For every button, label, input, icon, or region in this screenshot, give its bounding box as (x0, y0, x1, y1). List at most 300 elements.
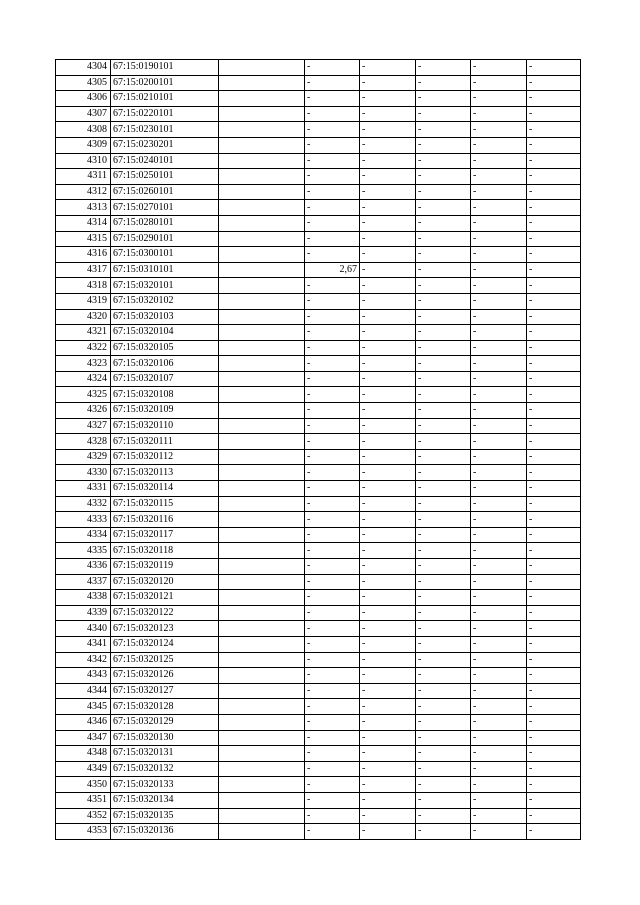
area-cell (219, 137, 305, 153)
value-cell-4: - (471, 137, 527, 153)
table-body (56, 60, 581, 840)
table-row (56, 559, 581, 575)
row-number: 4349 (56, 761, 111, 777)
value-cell-5: - (527, 215, 581, 231)
table-row (56, 371, 581, 387)
table-row (56, 75, 581, 91)
value-cell-4: - (471, 75, 527, 91)
area-cell (219, 512, 305, 528)
value-cell-5: - (527, 777, 581, 793)
value-cell-3: - (416, 512, 471, 528)
value-cell-1: - (305, 122, 360, 138)
value-cell-1: - (305, 683, 360, 699)
value-cell-5: - (527, 247, 581, 263)
value-cell-4: - (471, 387, 527, 403)
value-cell-3: - (416, 792, 471, 808)
cadastral-code: 67:15:0320121 (111, 590, 219, 606)
value-cell-4: - (471, 730, 527, 746)
value-cell-3: - (416, 137, 471, 153)
value-cell-3: - (416, 340, 471, 356)
value-cell-3: - (416, 574, 471, 590)
value-cell-3: - (416, 605, 471, 621)
area-cell (219, 481, 305, 497)
row-number: 4321 (56, 325, 111, 341)
value-cell-4: - (471, 824, 527, 840)
table-row (56, 761, 581, 777)
value-cell-4: - (471, 403, 527, 419)
value-cell-1: - (305, 824, 360, 840)
value-cell-2: - (360, 730, 416, 746)
value-cell-1: - (305, 169, 360, 185)
value-cell-2: - (360, 325, 416, 341)
table-row (56, 605, 581, 621)
cadastral-code: 67:15:0320119 (111, 559, 219, 575)
area-cell (219, 605, 305, 621)
value-cell-1: - (305, 746, 360, 762)
value-cell-5: - (527, 184, 581, 200)
value-cell-3: - (416, 247, 471, 263)
area-cell (219, 371, 305, 387)
value-cell-1: - (305, 231, 360, 247)
cadastral-code: 67:15:0230201 (111, 137, 219, 153)
table-row (56, 278, 581, 294)
value-cell-3: - (416, 215, 471, 231)
value-cell-2: - (360, 746, 416, 762)
value-cell-4: - (471, 683, 527, 699)
row-number: 4328 (56, 434, 111, 450)
value-cell-1: - (305, 496, 360, 512)
value-cell-5: - (527, 730, 581, 746)
value-cell-2: - (360, 75, 416, 91)
value-cell-2: - (360, 465, 416, 481)
value-cell-4: - (471, 325, 527, 341)
row-number: 4316 (56, 247, 111, 263)
value-cell-3: - (416, 590, 471, 606)
value-cell-3: - (416, 60, 471, 76)
cadastral-code: 67:15:0320132 (111, 761, 219, 777)
value-cell-3: - (416, 777, 471, 793)
value-cell-2: - (360, 262, 416, 278)
cadastral-code: 67:15:0320118 (111, 543, 219, 559)
value-cell-4: - (471, 215, 527, 231)
value-cell-3: - (416, 730, 471, 746)
table-row (56, 247, 581, 263)
value-cell-2: - (360, 418, 416, 434)
value-cell-3: - (416, 824, 471, 840)
value-cell-3: - (416, 761, 471, 777)
value-cell-4: - (471, 262, 527, 278)
value-cell-4: - (471, 122, 527, 138)
value-cell-4: - (471, 371, 527, 387)
row-number: 4324 (56, 371, 111, 387)
area-cell (219, 325, 305, 341)
value-cell-1: - (305, 808, 360, 824)
value-cell-4: - (471, 746, 527, 762)
area-cell (219, 761, 305, 777)
area-cell (219, 231, 305, 247)
row-number: 4353 (56, 824, 111, 840)
row-number: 4345 (56, 699, 111, 715)
cadastral-code: 67:15:0320115 (111, 496, 219, 512)
row-number: 4320 (56, 309, 111, 325)
area-cell (219, 543, 305, 559)
value-cell-2: - (360, 387, 416, 403)
value-cell-2: - (360, 340, 416, 356)
cadastral-code: 67:15:0290101 (111, 231, 219, 247)
value-cell-5: - (527, 293, 581, 309)
value-cell-4: - (471, 247, 527, 263)
row-number: 4351 (56, 792, 111, 808)
value-cell-2: - (360, 309, 416, 325)
value-cell-2: - (360, 403, 416, 419)
row-number: 4309 (56, 137, 111, 153)
cadastral-code: 67:15:0320114 (111, 481, 219, 497)
table-row (56, 777, 581, 793)
value-cell-3: - (416, 169, 471, 185)
area-cell (219, 278, 305, 294)
cadastral-code: 67:15:0320129 (111, 714, 219, 730)
row-number: 4347 (56, 730, 111, 746)
value-cell-1: - (305, 215, 360, 231)
cadastral-code: 67:15:0320108 (111, 387, 219, 403)
value-cell-5: - (527, 668, 581, 684)
area-cell (219, 356, 305, 372)
table-row (56, 231, 581, 247)
table-row (56, 496, 581, 512)
value-cell-2: - (360, 122, 416, 138)
value-cell-2: - (360, 636, 416, 652)
table-row (56, 60, 581, 76)
value-cell-4: - (471, 481, 527, 497)
area-cell (219, 293, 305, 309)
value-cell-5: - (527, 465, 581, 481)
row-number: 4322 (56, 340, 111, 356)
row-number: 4340 (56, 621, 111, 637)
value-cell-3: - (416, 231, 471, 247)
value-cell-2: - (360, 449, 416, 465)
row-number: 4352 (56, 808, 111, 824)
value-cell-2: - (360, 137, 416, 153)
table-row (56, 730, 581, 746)
cadastral-code: 67:15:0320131 (111, 746, 219, 762)
area-cell (219, 184, 305, 200)
value-cell-5: - (527, 60, 581, 76)
value-cell-5: - (527, 309, 581, 325)
row-number: 4313 (56, 200, 111, 216)
table-row (56, 699, 581, 715)
value-cell-2: - (360, 512, 416, 528)
row-number: 4346 (56, 714, 111, 730)
row-number: 4325 (56, 387, 111, 403)
table-row (56, 449, 581, 465)
value-cell-1: - (305, 340, 360, 356)
value-cell-2: - (360, 824, 416, 840)
value-cell-3: - (416, 91, 471, 107)
value-cell-2: - (360, 356, 416, 372)
area-cell (219, 262, 305, 278)
cadastral-code: 67:15:0320107 (111, 371, 219, 387)
cadastral-code: 67:15:0200101 (111, 75, 219, 91)
table-row (56, 465, 581, 481)
cadastral-code: 67:15:0320101 (111, 278, 219, 294)
value-cell-3: - (416, 309, 471, 325)
value-cell-2: - (360, 543, 416, 559)
value-cell-2: - (360, 621, 416, 637)
area-cell (219, 668, 305, 684)
value-cell-4: - (471, 106, 527, 122)
row-number: 4312 (56, 184, 111, 200)
value-cell-4: - (471, 714, 527, 730)
cadastral-code: 67:15:0320113 (111, 465, 219, 481)
value-cell-4: - (471, 340, 527, 356)
value-cell-5: - (527, 683, 581, 699)
value-cell-1: - (305, 75, 360, 91)
cadastral-code: 67:15:0260101 (111, 184, 219, 200)
value-cell-2: - (360, 527, 416, 543)
value-cell-1: - (305, 543, 360, 559)
value-cell-1: - (305, 434, 360, 450)
value-cell-2: - (360, 434, 416, 450)
cadastral-code: 67:15:0280101 (111, 215, 219, 231)
value-cell-5: - (527, 543, 581, 559)
area-cell (219, 559, 305, 575)
area-cell (219, 200, 305, 216)
value-cell-3: - (416, 808, 471, 824)
value-cell-4: - (471, 418, 527, 434)
area-cell (219, 60, 305, 76)
value-cell-1: - (305, 777, 360, 793)
cadastral-code: 67:15:0250101 (111, 169, 219, 185)
row-number: 4314 (56, 215, 111, 231)
value-cell-1: - (305, 636, 360, 652)
value-cell-2: - (360, 605, 416, 621)
value-cell-5: - (527, 91, 581, 107)
cadastral-code: 67:15:0210101 (111, 91, 219, 107)
area-cell (219, 496, 305, 512)
table-row (56, 746, 581, 762)
value-cell-2: - (360, 215, 416, 231)
area-cell (219, 340, 305, 356)
value-cell-1: - (305, 153, 360, 169)
value-cell-2: - (360, 668, 416, 684)
value-cell-5: - (527, 621, 581, 637)
value-cell-5: - (527, 449, 581, 465)
value-cell-3: - (416, 184, 471, 200)
value-cell-3: - (416, 122, 471, 138)
area-cell (219, 824, 305, 840)
value-cell-4: - (471, 621, 527, 637)
value-cell-4: - (471, 293, 527, 309)
value-cell-2: - (360, 106, 416, 122)
table-row (56, 636, 581, 652)
value-cell-5: - (527, 512, 581, 528)
row-number: 4306 (56, 91, 111, 107)
value-cell-3: - (416, 481, 471, 497)
row-number: 4317 (56, 262, 111, 278)
table-row (56, 792, 581, 808)
cadastral-code: 67:15:0320112 (111, 449, 219, 465)
value-cell-4: - (471, 527, 527, 543)
table-row (56, 137, 581, 153)
value-cell-2: - (360, 652, 416, 668)
value-cell-2: - (360, 481, 416, 497)
area-cell (219, 714, 305, 730)
area-cell (219, 465, 305, 481)
value-cell-2: - (360, 808, 416, 824)
value-cell-4: - (471, 559, 527, 575)
cadastral-code: 67:15:0320120 (111, 574, 219, 590)
value-cell-3: - (416, 106, 471, 122)
value-cell-4: - (471, 636, 527, 652)
row-number: 4342 (56, 652, 111, 668)
value-cell-1: - (305, 605, 360, 621)
value-cell-1: - (305, 465, 360, 481)
cadastral-code: 67:15:0320135 (111, 808, 219, 824)
value-cell-2: - (360, 699, 416, 715)
row-number: 4310 (56, 153, 111, 169)
area-cell (219, 75, 305, 91)
value-cell-4: - (471, 574, 527, 590)
cadastral-code: 67:15:0320125 (111, 652, 219, 668)
value-cell-1: - (305, 730, 360, 746)
value-cell-3: - (416, 652, 471, 668)
cadastral-code: 67:15:0320102 (111, 293, 219, 309)
row-number: 4307 (56, 106, 111, 122)
cadastral-code: 67:15:0320124 (111, 636, 219, 652)
value-cell-3: - (416, 293, 471, 309)
value-cell-3: - (416, 278, 471, 294)
value-cell-1: 2,67 (305, 262, 360, 278)
cadastral-code: 67:15:0320110 (111, 418, 219, 434)
value-cell-4: - (471, 512, 527, 528)
value-cell-2: - (360, 278, 416, 294)
row-number: 4326 (56, 403, 111, 419)
table-row (56, 574, 581, 590)
row-number: 4331 (56, 481, 111, 497)
table-row (56, 481, 581, 497)
value-cell-2: - (360, 371, 416, 387)
value-cell-2: - (360, 247, 416, 263)
cadastral-code: 67:15:0320136 (111, 824, 219, 840)
value-cell-2: - (360, 91, 416, 107)
area-cell (219, 636, 305, 652)
row-number: 4334 (56, 527, 111, 543)
value-cell-1: - (305, 621, 360, 637)
value-cell-1: - (305, 403, 360, 419)
value-cell-1: - (305, 184, 360, 200)
row-number: 4332 (56, 496, 111, 512)
area-cell (219, 792, 305, 808)
value-cell-2: - (360, 714, 416, 730)
cadastral-code: 67:15:0320133 (111, 777, 219, 793)
value-cell-1: - (305, 699, 360, 715)
value-cell-4: - (471, 465, 527, 481)
value-cell-4: - (471, 777, 527, 793)
value-cell-1: - (305, 761, 360, 777)
value-cell-2: - (360, 574, 416, 590)
value-cell-5: - (527, 262, 581, 278)
table-row (56, 387, 581, 403)
value-cell-3: - (416, 262, 471, 278)
cadastral-code: 67:15:0310101 (111, 262, 219, 278)
table-row (56, 106, 581, 122)
value-cell-4: - (471, 668, 527, 684)
value-cell-5: - (527, 340, 581, 356)
value-cell-3: - (416, 75, 471, 91)
value-cell-3: - (416, 559, 471, 575)
value-cell-1: - (305, 387, 360, 403)
row-number: 4348 (56, 746, 111, 762)
value-cell-5: - (527, 761, 581, 777)
cadastral-code: 67:15:0320104 (111, 325, 219, 341)
value-cell-5: - (527, 200, 581, 216)
value-cell-5: - (527, 792, 581, 808)
table-row (56, 215, 581, 231)
value-cell-3: - (416, 714, 471, 730)
value-cell-2: - (360, 153, 416, 169)
cadastral-code: 67:15:0220101 (111, 106, 219, 122)
area-cell (219, 777, 305, 793)
value-cell-3: - (416, 636, 471, 652)
value-cell-2: - (360, 231, 416, 247)
value-cell-3: - (416, 449, 471, 465)
table-row (56, 590, 581, 606)
value-cell-1: - (305, 714, 360, 730)
value-cell-4: - (471, 356, 527, 372)
row-number: 4329 (56, 449, 111, 465)
table-row (56, 543, 581, 559)
table-row (56, 714, 581, 730)
value-cell-5: - (527, 231, 581, 247)
value-cell-2: - (360, 496, 416, 512)
cadastral-code: 67:15:0320103 (111, 309, 219, 325)
value-cell-5: - (527, 527, 581, 543)
row-number: 4337 (56, 574, 111, 590)
area-cell (219, 122, 305, 138)
value-cell-1: - (305, 481, 360, 497)
cadastral-code: 67:15:0320109 (111, 403, 219, 419)
value-cell-3: - (416, 621, 471, 637)
table-row (56, 262, 581, 278)
value-cell-4: - (471, 153, 527, 169)
value-cell-1: - (305, 309, 360, 325)
value-cell-1: - (305, 527, 360, 543)
cadastral-code: 67:15:0240101 (111, 153, 219, 169)
table-row (56, 169, 581, 185)
cadastral-code: 67:15:0320127 (111, 683, 219, 699)
value-cell-1: - (305, 559, 360, 575)
value-cell-3: - (416, 356, 471, 372)
area-cell (219, 106, 305, 122)
row-number: 4343 (56, 668, 111, 684)
area-cell (219, 621, 305, 637)
value-cell-1: - (305, 574, 360, 590)
value-cell-2: - (360, 792, 416, 808)
value-cell-2: - (360, 184, 416, 200)
area-cell (219, 746, 305, 762)
table-row (56, 184, 581, 200)
row-number: 4336 (56, 559, 111, 575)
value-cell-5: - (527, 605, 581, 621)
cadastral-code: 67:15:0320117 (111, 527, 219, 543)
area-cell (219, 652, 305, 668)
value-cell-3: - (416, 434, 471, 450)
cadastral-code: 67:15:0320123 (111, 621, 219, 637)
area-cell (219, 527, 305, 543)
value-cell-5: - (527, 403, 581, 419)
value-cell-3: - (416, 465, 471, 481)
value-cell-5: - (527, 434, 581, 450)
